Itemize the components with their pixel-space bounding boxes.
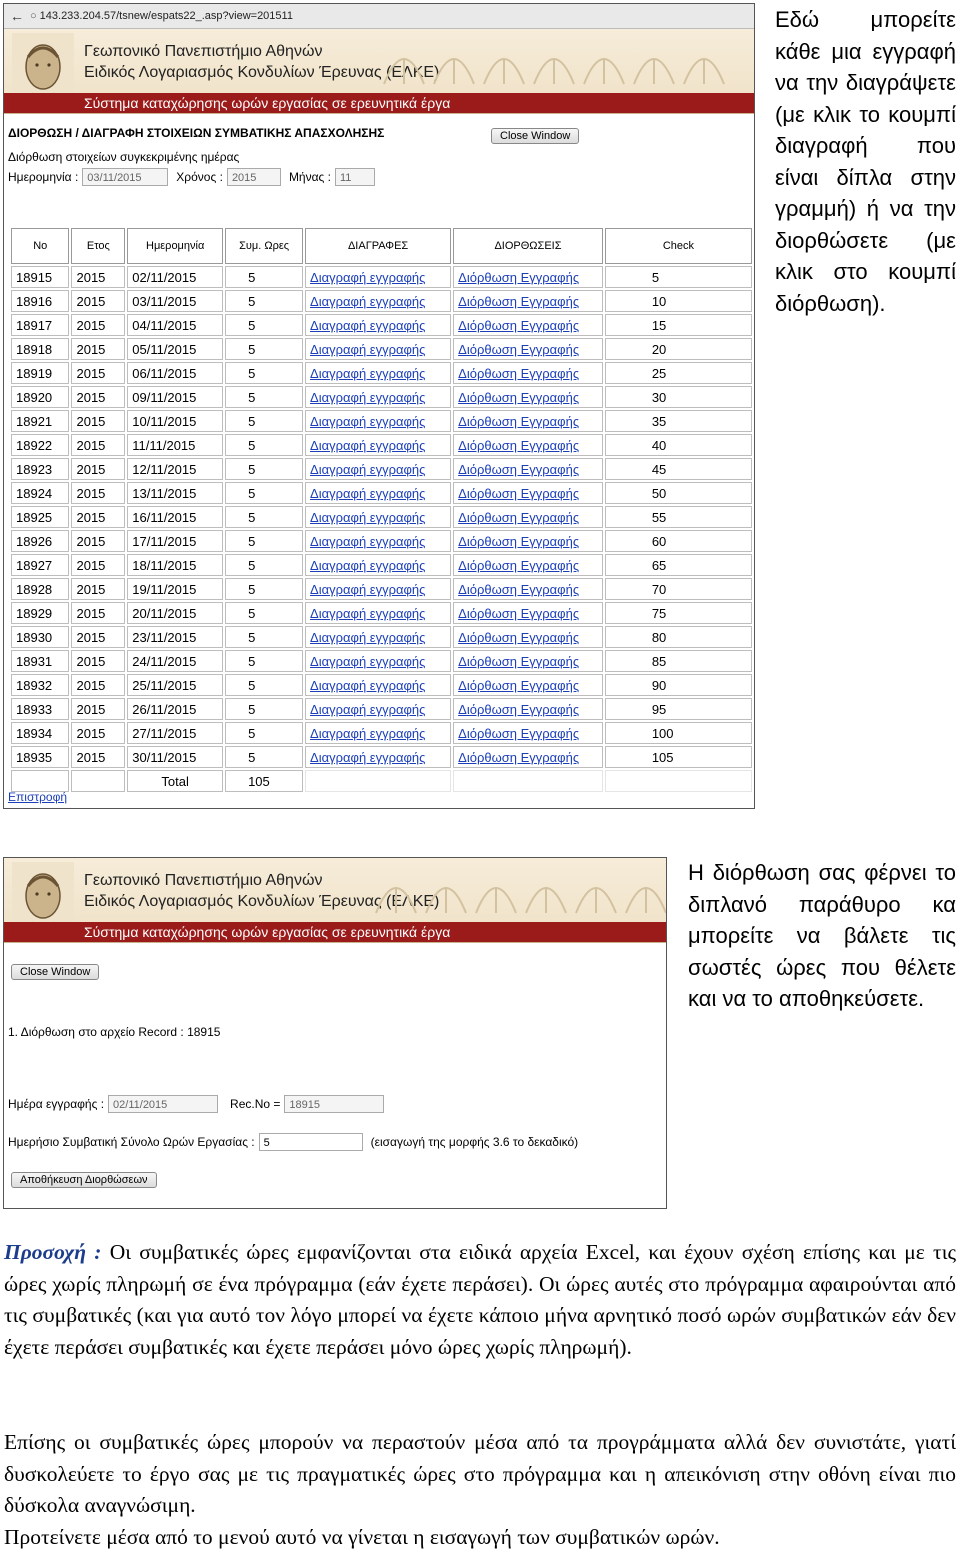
- site-banner: [4, 858, 666, 943]
- row-hours: 5: [225, 602, 303, 624]
- row-no: 18915: [11, 266, 69, 288]
- total-empty-cell: [605, 770, 752, 792]
- row-check: 5: [605, 266, 752, 288]
- correct-record-link-cell: [453, 338, 603, 360]
- table-row: [11, 290, 752, 312]
- browser-address-bar: [4, 4, 754, 29]
- row-no: 18920: [11, 386, 69, 408]
- total-empty-cell: [453, 770, 603, 792]
- row-hours: 5: [225, 626, 303, 648]
- delete-record-link[interactable]: Διαγραφή εγγραφής: [310, 629, 426, 645]
- row-date: 24/11/2015: [127, 650, 223, 672]
- delete-record-link[interactable]: Διαγραφή εγγραφής: [310, 437, 426, 453]
- row-year: 2015: [71, 554, 125, 576]
- recno-label: Rec.No =: [230, 1097, 281, 1111]
- correct-record-link[interactable]: Διόρθωση Εγγραφής: [458, 341, 580, 357]
- table-row: [11, 410, 752, 432]
- delete-record-link-cell: [305, 362, 451, 384]
- table-row: [11, 338, 752, 360]
- delete-record-link[interactable]: Διαγραφή εγγραφής: [310, 653, 426, 669]
- month-field[interactable]: 11: [335, 168, 375, 186]
- row-no: 18922: [11, 434, 69, 456]
- delete-record-link[interactable]: Διαγραφή εγγραφής: [310, 389, 426, 405]
- row-date: 26/11/2015: [127, 698, 223, 720]
- row-hours: 5: [225, 410, 303, 432]
- recno-field[interactable]: 18915: [284, 1095, 384, 1113]
- month-label: Μήνας :: [288, 170, 331, 184]
- date-field[interactable]: 03/11/2015: [82, 168, 168, 186]
- delete-record-link-cell: [305, 386, 451, 408]
- row-no: 18919: [11, 362, 69, 384]
- banner-ornament-icon: [374, 29, 754, 89]
- column-header-year: Ετος: [71, 228, 125, 264]
- row-check: 70: [605, 578, 752, 600]
- row-no: 18923: [11, 458, 69, 480]
- row-date: 19/11/2015: [127, 578, 223, 600]
- row-hours: 5: [225, 698, 303, 720]
- table-body: [11, 266, 752, 768]
- correct-record-link[interactable]: Διόρθωση Εγγραφής: [458, 725, 580, 741]
- delete-record-link[interactable]: Διαγραφή εγγραφής: [310, 701, 426, 717]
- delete-record-link[interactable]: Διαγραφή εγγραφής: [310, 365, 426, 381]
- org-name: Γεωπονικό Πανεπιστήμιο Αθηνών: [84, 43, 323, 60]
- table-row: [11, 434, 752, 456]
- row-check: 65: [605, 554, 752, 576]
- table-row: [11, 482, 752, 504]
- row-no: 18935: [11, 746, 69, 768]
- row-year: 2015: [71, 482, 125, 504]
- row-no: 18926: [11, 530, 69, 552]
- correct-record-link-cell: [453, 458, 603, 480]
- delete-record-link-cell: [305, 578, 451, 600]
- table-row: [11, 626, 752, 648]
- row-check: 80: [605, 626, 752, 648]
- row-year: 2015: [71, 290, 125, 312]
- correct-record-link-cell: [453, 434, 603, 456]
- row-year: 2015: [71, 362, 125, 384]
- hours-label: Ημερήσιο Συμβατική Σύνολο Ωρών Εργασίας :: [8, 1135, 255, 1149]
- paragraph-also: [4, 1427, 956, 1553]
- row-check: 35: [605, 410, 752, 432]
- delete-record-link-cell: [305, 506, 451, 528]
- delete-record-link-cell: [305, 722, 451, 744]
- row-check: 20: [605, 338, 752, 360]
- table-row: [11, 266, 752, 288]
- table-row: [11, 530, 752, 552]
- correct-record-link-cell: [453, 578, 603, 600]
- row-no: 18927: [11, 554, 69, 576]
- correct-record-link[interactable]: Διόρθωση Εγγραφής: [458, 557, 580, 573]
- row-hours: 5: [225, 434, 303, 456]
- row-check: 55: [605, 506, 752, 528]
- row-date: 05/11/2015: [127, 338, 223, 360]
- back-arrow-icon[interactable]: ←: [10, 8, 24, 24]
- correct-record-link-cell: [453, 314, 603, 336]
- row-year: 2015: [71, 266, 125, 288]
- delete-record-link-cell: [305, 410, 451, 432]
- paragraph-also-text: Επίσης οι συμβατικές ώρες μπορούν να περαστούν μέσα από τα προγράμματα αλλά δεν συνιστάτε, γιατί δυσκολεύετε το έργο σας με τις πραγματικές ώρες στο πρόγραμμα και η απεικόνιση στην οθόνη είναι πιο δύσκολα αναγνώσιμη.: [4, 1430, 956, 1517]
- delete-record-link[interactable]: Διαγραφή εγγραφής: [310, 605, 426, 621]
- delete-record-link[interactable]: Διαγραφή εγγραφής: [310, 461, 426, 477]
- row-date: 10/11/2015: [127, 410, 223, 432]
- row-check: 95: [605, 698, 752, 720]
- attention-text: Οι συμβατικές ώρες εμφανίζονται στα ειδικά αρχεία Excel, και έχουν σχέση επίσης και με τις ώρες χωρίς πληρωμή σε ένα πρόγραμμα (εάν έχετε περάσει). Οι ώρες αυτές στο πρόγραμμα αφαιρούνται από τις συμβατικές (και για αυτό τον λόγο μπορεί να έχετε κάποιο μήνα αρνητικό ποσό ωρών συμβατικών εάν δεν έχετε περάσει συμβατικές και έχετε περάσει μόνο ώρες χωρίς πληρωμή).: [4, 1240, 956, 1359]
- row-hours: 5: [225, 362, 303, 384]
- row-date: 30/11/2015: [127, 746, 223, 768]
- correct-record-link[interactable]: Διόρθωση Εγγραφής: [458, 533, 580, 549]
- day-label: Ημέρα εγγραφής :: [8, 1097, 105, 1111]
- column-header-no: No: [11, 228, 69, 264]
- table-row: [11, 698, 752, 720]
- screenshot-correction-window: [3, 857, 667, 1209]
- delete-record-link-cell: [305, 434, 451, 456]
- column-header-check: Check: [605, 228, 752, 264]
- row-hours: 5: [225, 674, 303, 696]
- correct-record-link[interactable]: Διόρθωση Εγγραφής: [458, 701, 580, 717]
- url-text[interactable]: 143.233.204.57/tsnew/espats22_.asp?view=201511: [39, 10, 293, 22]
- row-check: 15: [605, 314, 752, 336]
- correct-record-link[interactable]: Διόρθωση Εγγραφής: [458, 389, 580, 405]
- row-no: 18929: [11, 602, 69, 624]
- table-row: [11, 650, 752, 672]
- system-title: Σύστημα καταχώρησης ωρών εργασίας σε ερευνητικά έργα: [4, 93, 754, 113]
- row-year: 2015: [71, 506, 125, 528]
- row-date: 02/11/2015: [127, 266, 223, 288]
- table-row: [11, 458, 752, 480]
- correct-record-link[interactable]: Διόρθωση Εγγραφής: [458, 293, 580, 309]
- row-date: 12/11/2015: [127, 458, 223, 480]
- delete-record-link-cell: [305, 698, 451, 720]
- row-hours: 5: [225, 578, 303, 600]
- column-header-date: Ημερομηνία: [127, 228, 223, 264]
- column-header-delete: ΔΙΑΓΡΑΦΕΣ: [305, 228, 451, 264]
- correct-record-link[interactable]: Διόρθωση Εγγραφής: [458, 581, 580, 597]
- delete-record-link-cell: [305, 650, 451, 672]
- row-check: 45: [605, 458, 752, 480]
- record-caption: 1. Διόρθωση στο αρχείο Record : 18915: [8, 1025, 221, 1039]
- delete-record-link[interactable]: Διαγραφή εγγραφής: [310, 557, 426, 573]
- row-date: 03/11/2015: [127, 290, 223, 312]
- correct-record-link[interactable]: Διόρθωση Εγγραφής: [458, 485, 580, 501]
- hours-row: [8, 1133, 578, 1151]
- total-empty-cell: [305, 770, 451, 792]
- delete-record-link[interactable]: Διαγραφή εγγραφής: [310, 533, 426, 549]
- correct-record-link-cell: [453, 530, 603, 552]
- row-year: 2015: [71, 314, 125, 336]
- date-label: Ημερομηνία :: [8, 170, 79, 184]
- row-no: 18918: [11, 338, 69, 360]
- row-year: 2015: [71, 650, 125, 672]
- date-filter-row: [8, 168, 383, 186]
- day-field[interactable]: 02/11/2015: [108, 1095, 218, 1113]
- note-correction: Η διόρθωση σας φέρνει το διπλανό παράθυρο κα μπορείτε να βάλετε τις σωστές ώρες που θέλετε και να το αποθηκεύσετε.: [688, 860, 956, 1011]
- org-name: Γεωπονικό Πανεπιστήμιο Αθηνών: [84, 872, 323, 889]
- table-row: [11, 506, 752, 528]
- delete-record-link-cell: [305, 530, 451, 552]
- correct-record-link[interactable]: Διόρθωση Εγγραφής: [458, 677, 580, 693]
- correct-record-link-cell: [453, 290, 603, 312]
- row-date: 16/11/2015: [127, 506, 223, 528]
- correct-record-link-cell: [453, 626, 603, 648]
- correct-record-link-cell: [453, 602, 603, 624]
- row-hours: 5: [225, 554, 303, 576]
- paragraph-attention: [4, 1237, 956, 1363]
- table-header-row: [11, 228, 752, 264]
- delete-record-link[interactable]: Διαγραφή εγγραφής: [310, 677, 426, 693]
- screenshot-edit-delete-window: [3, 3, 755, 809]
- row-check: 85: [605, 650, 752, 672]
- banner-ornament-icon: [366, 858, 666, 918]
- row-year: 2015: [71, 530, 125, 552]
- row-check: 30: [605, 386, 752, 408]
- table-row: [11, 746, 752, 768]
- delete-record-link-cell: [305, 314, 451, 336]
- correct-record-link[interactable]: Διόρθωση Εγγραφής: [458, 437, 580, 453]
- row-no: 18934: [11, 722, 69, 744]
- delete-record-link[interactable]: Διαγραφή εγγραφής: [310, 317, 426, 333]
- row-no: 18930: [11, 626, 69, 648]
- row-hours: 5: [225, 458, 303, 480]
- total-label: Total: [127, 770, 223, 792]
- row-year: 2015: [71, 698, 125, 720]
- row-no: 18921: [11, 410, 69, 432]
- site-banner: [4, 29, 754, 114]
- org-subname: Ειδικός Λογαριασμός Κονδυλίων Έρευνας (ΕΛΚΕ): [84, 64, 440, 81]
- row-year: 2015: [71, 338, 125, 360]
- hours-hint: (εισαγωγή της μορφής 3.6 το δεκαδικό): [370, 1135, 579, 1149]
- correct-record-link[interactable]: Διόρθωση Εγγραφής: [458, 461, 580, 477]
- attention-label: Προσοχή :: [4, 1240, 102, 1264]
- delete-record-link[interactable]: Διαγραφή εγγραφής: [310, 341, 426, 357]
- row-no: 18933: [11, 698, 69, 720]
- correct-record-link-cell: [453, 266, 603, 288]
- correct-record-link[interactable]: Διόρθωση Εγγραφής: [458, 509, 580, 525]
- row-year: 2015: [71, 386, 125, 408]
- row-hours: 5: [225, 338, 303, 360]
- delete-record-link[interactable]: Διαγραφή εγγραφής: [310, 725, 426, 741]
- table-row: [11, 386, 752, 408]
- row-check: 40: [605, 434, 752, 456]
- row-date: 20/11/2015: [127, 602, 223, 624]
- correct-record-link-cell: [453, 410, 603, 432]
- row-check: 75: [605, 602, 752, 624]
- table-row: [11, 602, 752, 624]
- correct-record-link[interactable]: Διόρθωση Εγγραφής: [458, 605, 580, 621]
- correct-record-link[interactable]: Διόρθωση Εγγραφής: [458, 413, 580, 429]
- row-date: 27/11/2015: [127, 722, 223, 744]
- correct-record-link-cell: [453, 746, 603, 768]
- row-no: 18928: [11, 578, 69, 600]
- row-year: 2015: [71, 458, 125, 480]
- row-year: 2015: [71, 722, 125, 744]
- row-check: 50: [605, 482, 752, 504]
- table-row: [11, 362, 752, 384]
- row-date: 23/11/2015: [127, 626, 223, 648]
- correct-record-link[interactable]: Διόρθωση Εγγραφής: [458, 653, 580, 669]
- org-subname: Ειδικός Λογαριασμός Κονδυλίων Έρευνας (ΕΛΚΕ): [84, 893, 440, 910]
- correct-record-link-cell: [453, 698, 603, 720]
- row-hours: 5: [225, 746, 303, 768]
- row-year: 2015: [71, 602, 125, 624]
- row-year: 2015: [71, 626, 125, 648]
- table-row: [11, 578, 752, 600]
- table-row: [11, 722, 752, 744]
- row-hours: 5: [225, 650, 303, 672]
- row-date: 25/11/2015: [127, 674, 223, 696]
- records-table: [9, 226, 754, 794]
- delete-record-link-cell: [305, 458, 451, 480]
- delete-record-link-cell: [305, 674, 451, 696]
- row-date: 04/11/2015: [127, 314, 223, 336]
- row-hours: 5: [225, 290, 303, 312]
- system-title: Σύστημα καταχώρησης ωρών εργασίας σε ερευνητικά έργα: [4, 922, 666, 942]
- delete-record-link[interactable]: Διαγραφή εγγραφής: [310, 413, 426, 429]
- row-check: 60: [605, 530, 752, 552]
- row-hours: 5: [225, 530, 303, 552]
- delete-record-link-cell: [305, 338, 451, 360]
- note-edit-delete: Εδώ μπορείτε κάθε μια εγγραφή να την διαγράψετε (με κλικ το κουμπί διαγραφή που είναι δίπλα στην γραμμή) ή να την διορθώσετε (με κλικ στο κουμπί διόρθωση).: [775, 7, 956, 316]
- back-link[interactable]: Επιστροφή: [8, 790, 68, 804]
- delete-record-link[interactable]: Διαγραφή εγγραφής: [310, 749, 426, 765]
- row-check: 100: [605, 722, 752, 744]
- page-icon: ○: [30, 10, 37, 22]
- row-year: 2015: [71, 578, 125, 600]
- table-row: [11, 554, 752, 576]
- page-heading: ΔΙΟΡΘΩΣΗ / ΔΙΑΓΡΑΦΗ ΣΤΟΙΧΕΙΩΝ ΣΥΜΒΑΤΙΚΗΣ ΑΠΑΣΧΟΛΗΣΗΣ: [8, 126, 385, 140]
- record-info-row: [8, 1095, 392, 1113]
- row-date: 09/11/2015: [127, 386, 223, 408]
- correct-record-link[interactable]: Διόρθωση Εγγραφής: [458, 365, 580, 381]
- total-empty-cell: [71, 770, 125, 792]
- row-no: 18924: [11, 482, 69, 504]
- close-window-button[interactable]: Close Window: [491, 128, 579, 144]
- row-check: 90: [605, 674, 752, 696]
- row-check: 105: [605, 746, 752, 768]
- delete-record-link-cell: [305, 554, 451, 576]
- total-value: 105: [225, 770, 303, 792]
- paragraph-suggestion: Προτείνετε μέσα από το μενού αυτό να γίνεται η εισαγωγή των συμβατικών ωρών.: [4, 1524, 720, 1549]
- column-header-hours: Συμ. Ωρες: [225, 228, 303, 264]
- row-hours: 5: [225, 482, 303, 504]
- row-no: 18932: [11, 674, 69, 696]
- delete-record-link-cell: [305, 290, 451, 312]
- subheading: Διόρθωση στοιχείων συγκεκριμένης ημέρας: [8, 150, 240, 164]
- row-year: 2015: [71, 746, 125, 768]
- row-year: 2015: [71, 410, 125, 432]
- row-date: 18/11/2015: [127, 554, 223, 576]
- close-window-button[interactable]: Close Window: [11, 964, 99, 980]
- row-hours: 5: [225, 722, 303, 744]
- row-year: 2015: [71, 674, 125, 696]
- correct-record-link[interactable]: Διόρθωση Εγγραφής: [458, 269, 580, 285]
- hours-input[interactable]: 5: [259, 1133, 363, 1151]
- delete-record-link-cell: [305, 746, 451, 768]
- row-date: 13/11/2015: [127, 482, 223, 504]
- delete-record-link[interactable]: Διαγραφή εγγραφής: [310, 509, 426, 525]
- delete-record-link-cell: [305, 482, 451, 504]
- correct-record-link-cell: [453, 482, 603, 504]
- total-empty-cell: [11, 770, 69, 792]
- correct-record-link[interactable]: Διόρθωση Εγγραφής: [458, 749, 580, 765]
- table-row: [11, 314, 752, 336]
- correct-record-link-cell: [453, 650, 603, 672]
- correct-record-link-cell: [453, 362, 603, 384]
- row-hours: 5: [225, 314, 303, 336]
- row-no: 18916: [11, 290, 69, 312]
- row-year: 2015: [71, 434, 125, 456]
- save-corrections-button[interactable]: Αποθήκευση Διορθώσεων: [11, 1172, 157, 1188]
- correct-record-link-cell: [453, 506, 603, 528]
- delete-record-link[interactable]: Διαγραφή εγγραφής: [310, 581, 426, 597]
- table-row: [11, 674, 752, 696]
- delete-record-link[interactable]: Διαγραφή εγγραφής: [310, 269, 426, 285]
- year-field[interactable]: 2015: [227, 168, 281, 186]
- column-header-correct: ΔΙΟΡΘΩΣΕΙΣ: [453, 228, 603, 264]
- row-hours: 5: [225, 506, 303, 528]
- row-date: 11/11/2015: [127, 434, 223, 456]
- row-no: 18917: [11, 314, 69, 336]
- row-check: 25: [605, 362, 752, 384]
- row-check: 10: [605, 290, 752, 312]
- delete-record-link[interactable]: Διαγραφή εγγραφής: [310, 293, 426, 309]
- row-no: 18931: [11, 650, 69, 672]
- delete-record-link-cell: [305, 266, 451, 288]
- correct-record-link-cell: [453, 554, 603, 576]
- row-no: 18925: [11, 506, 69, 528]
- correct-record-link[interactable]: Διόρθωση Εγγραφής: [458, 629, 580, 645]
- correct-record-link-cell: [453, 674, 603, 696]
- row-hours: 5: [225, 266, 303, 288]
- correct-record-link[interactable]: Διόρθωση Εγγραφής: [458, 317, 580, 333]
- total-row: [11, 770, 752, 792]
- row-date: 06/11/2015: [127, 362, 223, 384]
- delete-record-link-cell: [305, 602, 451, 624]
- delete-record-link-cell: [305, 626, 451, 648]
- delete-record-link[interactable]: Διαγραφή εγγραφής: [310, 485, 426, 501]
- row-hours: 5: [225, 386, 303, 408]
- year-label: Χρόνος :: [176, 170, 223, 184]
- correct-record-link-cell: [453, 722, 603, 744]
- row-date: 17/11/2015: [127, 530, 223, 552]
- correct-record-link-cell: [453, 386, 603, 408]
